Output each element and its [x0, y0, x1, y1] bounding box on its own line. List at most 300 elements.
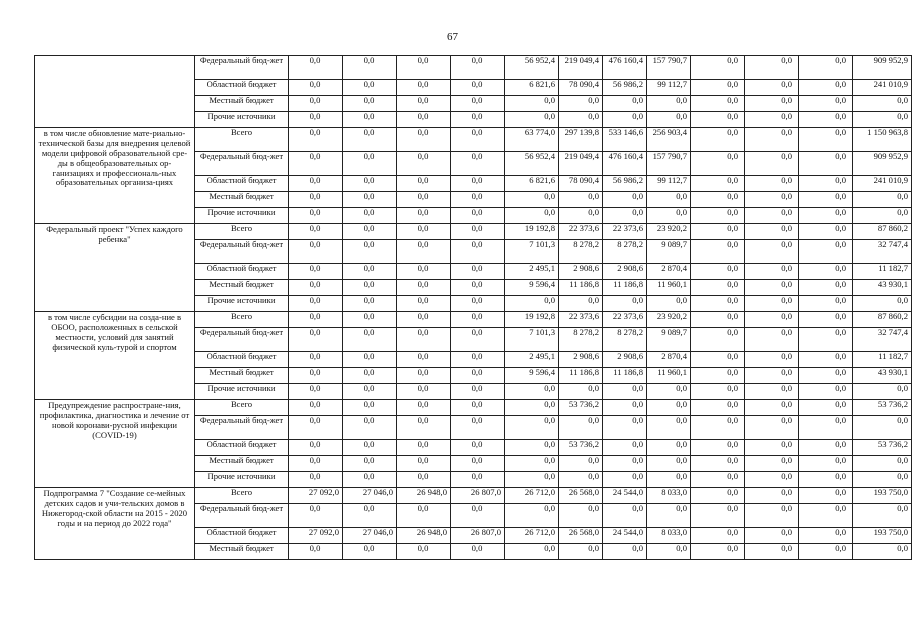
year-value-cell: 8 278,2 [559, 240, 603, 264]
year-value-cell: 0,0 [745, 504, 799, 528]
year-value-cell: 0,0 [603, 416, 647, 440]
funding-source-cell: Местный бюджет [195, 456, 289, 472]
year-value-cell: 0,0 [289, 328, 343, 352]
year-value-cell: 0,0 [603, 112, 647, 128]
year-value-cell: 0,0 [451, 264, 505, 280]
year-value-cell: 0,0 [603, 504, 647, 528]
table-row [35, 488, 912, 504]
year-value-cell: 0,0 [559, 416, 603, 440]
year-value-cell: 22 373,6 [559, 224, 603, 240]
year-value-cell: 0,0 [397, 208, 451, 224]
year-value-cell: 0,0 [451, 352, 505, 368]
total-value-cell: 0,0 [853, 544, 912, 560]
year-value-cell: 0,0 [745, 224, 799, 240]
year-value-cell: 53 736,2 [559, 400, 603, 416]
funding-source-cell: Федеральный бюд-жет [195, 504, 289, 528]
year-value-cell: 0,0 [289, 384, 343, 400]
year-value-cell: 0,0 [505, 440, 559, 456]
year-value-cell: 26 948,0 [397, 488, 451, 504]
year-value-cell: 0,0 [745, 176, 799, 192]
year-value-cell: 8 278,2 [559, 328, 603, 352]
year-value-cell: 0,0 [289, 152, 343, 176]
year-value-cell: 0,0 [289, 240, 343, 264]
year-value-cell: 0,0 [799, 56, 853, 80]
year-value-cell: 0,0 [289, 96, 343, 112]
year-value-cell: 0,0 [647, 472, 691, 488]
year-value-cell: 0,0 [343, 240, 397, 264]
year-value-cell: 0,0 [451, 96, 505, 112]
year-value-cell: 9 596,4 [505, 368, 559, 384]
year-value-cell: 0,0 [691, 264, 745, 280]
year-value-cell: 0,0 [799, 400, 853, 416]
year-value-cell: 0,0 [799, 192, 853, 208]
year-value-cell: 0,0 [799, 312, 853, 328]
year-value-cell: 0,0 [603, 472, 647, 488]
year-value-cell: 0,0 [691, 488, 745, 504]
year-value-cell: 99 112,7 [647, 176, 691, 192]
funding-source-cell: Прочие источники [195, 112, 289, 128]
year-value-cell: 0,0 [451, 280, 505, 296]
year-value-cell: 0,0 [745, 400, 799, 416]
year-value-cell: 0,0 [451, 400, 505, 416]
year-value-cell: 0,0 [505, 96, 559, 112]
year-value-cell: 0,0 [397, 56, 451, 80]
year-value-cell: 0,0 [451, 296, 505, 312]
year-value-cell: 0,0 [603, 400, 647, 416]
year-value-cell: 0,0 [745, 80, 799, 96]
year-value-cell: 0,0 [289, 416, 343, 440]
year-value-cell: 0,0 [745, 440, 799, 456]
year-value-cell: 0,0 [799, 280, 853, 296]
year-value-cell: 0,0 [505, 456, 559, 472]
total-value-cell: 193 750,0 [853, 488, 912, 504]
year-value-cell: 0,0 [559, 504, 603, 528]
year-value-cell: 0,0 [397, 176, 451, 192]
year-value-cell: 0,0 [799, 176, 853, 192]
year-value-cell: 0,0 [343, 312, 397, 328]
funding-source-cell: Федеральный бюд-жет [195, 56, 289, 80]
year-value-cell: 11 186,8 [603, 368, 647, 384]
row-group-description [35, 56, 195, 128]
year-value-cell: 0,0 [397, 152, 451, 176]
year-value-cell: 2 908,6 [603, 264, 647, 280]
funding-source-cell: Местный бюджет [195, 192, 289, 208]
funding-source-cell: Всего [195, 224, 289, 240]
year-value-cell: 0,0 [505, 208, 559, 224]
total-value-cell: 0,0 [853, 96, 912, 112]
year-value-cell: 56 986,2 [603, 176, 647, 192]
year-value-cell: 78 090,4 [559, 80, 603, 96]
year-value-cell: 0,0 [559, 384, 603, 400]
year-value-cell: 0,0 [343, 504, 397, 528]
year-value-cell: 0,0 [343, 208, 397, 224]
total-value-cell: 0,0 [853, 416, 912, 440]
year-value-cell: 0,0 [343, 280, 397, 296]
year-value-cell: 0,0 [745, 456, 799, 472]
year-value-cell: 0,0 [397, 440, 451, 456]
year-value-cell: 0,0 [289, 352, 343, 368]
year-value-cell: 0,0 [505, 416, 559, 440]
year-value-cell: 0,0 [343, 328, 397, 352]
year-value-cell: 2 870,4 [647, 352, 691, 368]
year-value-cell: 0,0 [647, 192, 691, 208]
total-value-cell: 909 952,9 [853, 152, 912, 176]
year-value-cell: 0,0 [343, 264, 397, 280]
year-value-cell: 26 807,0 [451, 528, 505, 544]
year-value-cell: 0,0 [397, 456, 451, 472]
year-value-cell: 0,0 [397, 280, 451, 296]
year-value-cell: 0,0 [397, 96, 451, 112]
year-value-cell: 22 373,6 [603, 224, 647, 240]
year-value-cell: 0,0 [691, 80, 745, 96]
year-value-cell: 0,0 [289, 368, 343, 384]
year-value-cell: 0,0 [691, 176, 745, 192]
year-value-cell: 0,0 [451, 192, 505, 208]
year-value-cell: 0,0 [691, 224, 745, 240]
total-value-cell: 0,0 [853, 456, 912, 472]
year-value-cell: 0,0 [289, 264, 343, 280]
total-value-cell: 0,0 [853, 384, 912, 400]
total-value-cell: 241 010,9 [853, 80, 912, 96]
year-value-cell: 0,0 [745, 472, 799, 488]
year-value-cell: 19 192,8 [505, 224, 559, 240]
year-value-cell: 0,0 [289, 112, 343, 128]
year-value-cell: 8 278,2 [603, 328, 647, 352]
year-value-cell: 0,0 [397, 472, 451, 488]
page-number: 67 [447, 31, 458, 43]
year-value-cell: 0,0 [647, 96, 691, 112]
year-value-cell: 0,0 [799, 328, 853, 352]
year-value-cell: 219 049,4 [559, 56, 603, 80]
year-value-cell: 23 920,2 [647, 224, 691, 240]
year-value-cell: 0,0 [745, 544, 799, 560]
total-value-cell: 87 860,2 [853, 312, 912, 328]
total-value-cell: 0,0 [853, 112, 912, 128]
year-value-cell: 0,0 [647, 504, 691, 528]
year-value-cell: 0,0 [451, 416, 505, 440]
total-value-cell: 43 930,1 [853, 368, 912, 384]
year-value-cell: 0,0 [397, 328, 451, 352]
year-value-cell: 6 821,6 [505, 176, 559, 192]
year-value-cell: 0,0 [451, 56, 505, 80]
year-value-cell: 56 952,4 [505, 56, 559, 80]
year-value-cell: 0,0 [745, 296, 799, 312]
year-value-cell: 26 568,0 [559, 528, 603, 544]
year-value-cell: 476 160,4 [603, 152, 647, 176]
year-value-cell: 27 092,0 [289, 488, 343, 504]
year-value-cell: 11 186,8 [559, 280, 603, 296]
funding-source-cell: Прочие источники [195, 472, 289, 488]
year-value-cell: 0,0 [745, 312, 799, 328]
year-value-cell: 26 948,0 [397, 528, 451, 544]
year-value-cell: 0,0 [603, 544, 647, 560]
year-value-cell: 0,0 [559, 112, 603, 128]
year-value-cell: 157 790,7 [647, 56, 691, 80]
table-row [35, 128, 912, 152]
year-value-cell: 19 192,8 [505, 312, 559, 328]
year-value-cell: 0,0 [451, 112, 505, 128]
year-value-cell: 0,0 [343, 112, 397, 128]
total-value-cell: 43 930,1 [853, 280, 912, 296]
year-value-cell: 56 952,4 [505, 152, 559, 176]
year-value-cell: 0,0 [289, 280, 343, 296]
year-value-cell: 0,0 [397, 384, 451, 400]
year-value-cell: 0,0 [289, 312, 343, 328]
year-value-cell: 219 049,4 [559, 152, 603, 176]
total-value-cell: 87 860,2 [853, 224, 912, 240]
year-value-cell: 0,0 [647, 456, 691, 472]
year-value-cell: 0,0 [289, 472, 343, 488]
year-value-cell: 2 908,6 [559, 352, 603, 368]
year-value-cell: 0,0 [451, 504, 505, 528]
funding-source-cell: Местный бюджет [195, 280, 289, 296]
table-row [35, 400, 912, 416]
year-value-cell: 2 495,1 [505, 264, 559, 280]
year-value-cell: 0,0 [799, 80, 853, 96]
year-value-cell: 0,0 [505, 296, 559, 312]
year-value-cell: 0,0 [745, 488, 799, 504]
year-value-cell: 6 821,6 [505, 80, 559, 96]
year-value-cell: 0,0 [603, 456, 647, 472]
year-value-cell: 0,0 [397, 312, 451, 328]
total-value-cell: 0,0 [853, 504, 912, 528]
year-value-cell: 0,0 [289, 192, 343, 208]
year-value-cell: 0,0 [451, 208, 505, 224]
year-value-cell: 0,0 [397, 80, 451, 96]
year-value-cell: 53 736,2 [559, 440, 603, 456]
funding-source-cell: Федеральный бюд-жет [195, 328, 289, 352]
year-value-cell: 11 960,1 [647, 368, 691, 384]
year-value-cell: 0,0 [343, 56, 397, 80]
year-value-cell: 0,0 [799, 440, 853, 456]
year-value-cell: 0,0 [745, 56, 799, 80]
funding-source-cell: Федеральный бюд-жет [195, 152, 289, 176]
year-value-cell: 0,0 [647, 400, 691, 416]
year-value-cell: 99 112,7 [647, 80, 691, 96]
year-value-cell: 2 495,1 [505, 352, 559, 368]
year-value-cell: 0,0 [745, 416, 799, 440]
year-value-cell: 0,0 [799, 264, 853, 280]
year-value-cell: 0,0 [559, 456, 603, 472]
total-value-cell: 32 747,4 [853, 240, 912, 264]
funding-source-cell: Всего [195, 312, 289, 328]
year-value-cell: 0,0 [397, 416, 451, 440]
year-value-cell: 0,0 [451, 384, 505, 400]
year-value-cell: 0,0 [289, 224, 343, 240]
funding-source-cell: Областной бюджет [195, 352, 289, 368]
year-value-cell: 0,0 [343, 416, 397, 440]
year-value-cell: 0,0 [745, 208, 799, 224]
table-row [35, 56, 912, 80]
row-group-description: Федеральный проект "Успех каждого ребенка" [35, 224, 195, 312]
total-value-cell: 11 182,7 [853, 264, 912, 280]
year-value-cell: 24 544,0 [603, 488, 647, 504]
funding-source-cell: Прочие источники [195, 296, 289, 312]
year-value-cell: 0,0 [603, 96, 647, 112]
year-value-cell: 0,0 [343, 224, 397, 240]
year-value-cell: 2 870,4 [647, 264, 691, 280]
year-value-cell: 0,0 [343, 152, 397, 176]
funding-source-cell: Местный бюджет [195, 368, 289, 384]
year-value-cell: 27 046,0 [343, 488, 397, 504]
year-value-cell: 0,0 [691, 440, 745, 456]
year-value-cell: 0,0 [289, 504, 343, 528]
year-value-cell: 0,0 [691, 152, 745, 176]
year-value-cell: 533 146,6 [603, 128, 647, 152]
year-value-cell: 0,0 [691, 208, 745, 224]
year-value-cell: 0,0 [647, 112, 691, 128]
year-value-cell: 0,0 [451, 224, 505, 240]
funding-source-cell: Федеральный бюд-жет [195, 240, 289, 264]
funding-source-cell: Всего [195, 128, 289, 152]
year-value-cell: 26 712,0 [505, 488, 559, 504]
year-value-cell: 23 920,2 [647, 312, 691, 328]
year-value-cell: 0,0 [799, 152, 853, 176]
year-value-cell: 0,0 [799, 112, 853, 128]
year-value-cell: 0,0 [289, 400, 343, 416]
year-value-cell: 8 278,2 [603, 240, 647, 264]
year-value-cell: 0,0 [343, 440, 397, 456]
year-value-cell: 0,0 [691, 416, 745, 440]
year-value-cell: 0,0 [451, 240, 505, 264]
year-value-cell: 0,0 [745, 528, 799, 544]
year-value-cell: 0,0 [559, 208, 603, 224]
year-value-cell: 0,0 [451, 128, 505, 152]
year-value-cell: 0,0 [397, 224, 451, 240]
year-value-cell: 8 033,0 [647, 528, 691, 544]
year-value-cell: 0,0 [691, 456, 745, 472]
year-value-cell: 0,0 [451, 456, 505, 472]
year-value-cell: 0,0 [799, 240, 853, 264]
year-value-cell: 0,0 [289, 296, 343, 312]
year-value-cell: 0,0 [799, 456, 853, 472]
funding-source-cell: Областной бюджет [195, 264, 289, 280]
year-value-cell: 0,0 [745, 280, 799, 296]
year-value-cell: 0,0 [343, 176, 397, 192]
year-value-cell: 56 986,2 [603, 80, 647, 96]
year-value-cell: 0,0 [691, 280, 745, 296]
year-value-cell: 0,0 [799, 128, 853, 152]
year-value-cell: 0,0 [799, 504, 853, 528]
year-value-cell: 0,0 [559, 544, 603, 560]
year-value-cell: 0,0 [603, 192, 647, 208]
funding-source-cell: Прочие источники [195, 208, 289, 224]
total-value-cell: 909 952,9 [853, 56, 912, 80]
row-group-description: Подпрограмма 7 "Создание се-мейных детских садов и учи-тельских домов в Нижегород-ской области на 2015 - 2020 годы и на период до 2022 года" [35, 488, 195, 560]
year-value-cell: 0,0 [451, 328, 505, 352]
year-value-cell: 0,0 [451, 368, 505, 384]
year-value-cell: 22 373,6 [559, 312, 603, 328]
year-value-cell: 0,0 [745, 384, 799, 400]
year-value-cell: 0,0 [647, 440, 691, 456]
year-value-cell: 0,0 [745, 368, 799, 384]
year-value-cell: 0,0 [799, 96, 853, 112]
year-value-cell: 0,0 [451, 176, 505, 192]
year-value-cell: 0,0 [745, 128, 799, 152]
total-value-cell: 0,0 [853, 192, 912, 208]
year-value-cell: 0,0 [691, 400, 745, 416]
year-value-cell: 0,0 [691, 128, 745, 152]
year-value-cell: 0,0 [451, 152, 505, 176]
year-value-cell: 0,0 [343, 80, 397, 96]
year-value-cell: 27 092,0 [289, 528, 343, 544]
year-value-cell: 0,0 [397, 128, 451, 152]
year-value-cell: 256 903,4 [647, 128, 691, 152]
year-value-cell: 2 908,6 [603, 352, 647, 368]
year-value-cell: 11 186,8 [559, 368, 603, 384]
year-value-cell: 0,0 [799, 472, 853, 488]
year-value-cell: 0,0 [451, 440, 505, 456]
total-value-cell: 241 010,9 [853, 176, 912, 192]
total-value-cell: 53 736,2 [853, 440, 912, 456]
year-value-cell: 78 090,4 [559, 176, 603, 192]
year-value-cell: 0,0 [691, 368, 745, 384]
row-group-description: в том числе обновление мате-риально-технической базы для внедрения целевой модели цифровой образовательной сре-ды в общеобразовательных ор-ганизациях и профессиональ-ных образовательных организа-циях [35, 128, 195, 224]
year-value-cell: 0,0 [603, 296, 647, 312]
total-value-cell: 193 750,0 [853, 528, 912, 544]
year-value-cell: 0,0 [505, 400, 559, 416]
year-value-cell: 0,0 [505, 192, 559, 208]
table-row [35, 224, 912, 240]
year-value-cell: 0,0 [451, 312, 505, 328]
year-value-cell: 0,0 [451, 80, 505, 96]
year-value-cell: 0,0 [799, 528, 853, 544]
year-value-cell: 0,0 [397, 400, 451, 416]
year-value-cell: 0,0 [745, 328, 799, 352]
year-value-cell: 8 033,0 [647, 488, 691, 504]
total-value-cell: 1 150 963,8 [853, 128, 912, 152]
table-row [35, 312, 912, 328]
year-value-cell: 0,0 [799, 208, 853, 224]
year-value-cell: 0,0 [745, 240, 799, 264]
year-value-cell: 0,0 [343, 352, 397, 368]
total-value-cell: 53 736,2 [853, 400, 912, 416]
funding-source-cell: Местный бюджет [195, 96, 289, 112]
year-value-cell: 0,0 [343, 368, 397, 384]
year-value-cell: 0,0 [603, 384, 647, 400]
year-value-cell: 9 089,7 [647, 328, 691, 352]
year-value-cell: 0,0 [799, 416, 853, 440]
year-value-cell: 0,0 [451, 544, 505, 560]
year-value-cell: 0,0 [799, 384, 853, 400]
year-value-cell: 0,0 [289, 176, 343, 192]
year-value-cell: 0,0 [559, 192, 603, 208]
year-value-cell: 0,0 [745, 96, 799, 112]
year-value-cell: 0,0 [691, 352, 745, 368]
year-value-cell: 0,0 [745, 112, 799, 128]
year-value-cell: 0,0 [691, 328, 745, 352]
year-value-cell: 0,0 [289, 128, 343, 152]
table-body [35, 56, 912, 560]
year-value-cell: 0,0 [647, 208, 691, 224]
year-value-cell: 0,0 [505, 504, 559, 528]
year-value-cell: 26 807,0 [451, 488, 505, 504]
year-value-cell: 0,0 [691, 472, 745, 488]
year-value-cell: 0,0 [289, 544, 343, 560]
year-value-cell: 0,0 [343, 192, 397, 208]
year-value-cell: 0,0 [691, 528, 745, 544]
year-value-cell: 0,0 [289, 456, 343, 472]
year-value-cell: 0,0 [397, 192, 451, 208]
year-value-cell: 0,0 [343, 296, 397, 312]
year-value-cell: 0,0 [745, 152, 799, 176]
year-value-cell: 0,0 [397, 296, 451, 312]
year-value-cell: 0,0 [691, 504, 745, 528]
year-value-cell: 157 790,7 [647, 152, 691, 176]
year-value-cell: 0,0 [603, 440, 647, 456]
year-value-cell: 0,0 [289, 440, 343, 456]
year-value-cell: 0,0 [343, 544, 397, 560]
